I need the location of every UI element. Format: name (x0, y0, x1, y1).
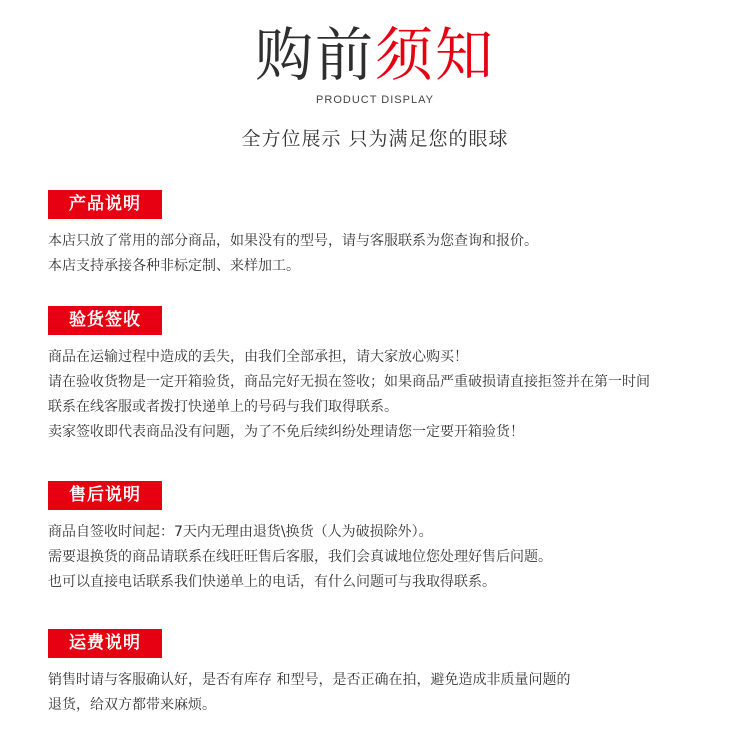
text-line: 请在验收货物是一定开箱验货，商品完好无损在签收；如果商品严重破损请直接拒签并在第一时间 (48, 374, 650, 390)
text-line: 本店支持承接各种非标定制、来样加工。 (48, 258, 300, 274)
subtitle-english: PRODUCT DISPLAY (316, 94, 434, 106)
section-shipping (48, 629, 748, 718)
text-line: 也可以直接电话联系我们快递单上的电话，有什么问题可与我取得联系。 (48, 574, 496, 590)
text-line: 商品自签收时间起：7天内无理由退货\换货（人为破损除外）。 (48, 524, 433, 540)
section-body (48, 520, 748, 595)
section-inspection (48, 306, 748, 445)
page-title (0, 22, 750, 88)
text-line: 需要退换货的商品请联系在线旺旺售后客服，我们会真诚地位您处理好售后问题。 (48, 549, 552, 565)
text-line: 退货，给双方都带来麻烦。 (48, 697, 216, 713)
text-line: 商品在运输过程中造成的丢失，由我们全部承担，请大家放心购买！ (48, 349, 468, 365)
section-title-badge: 运费说明 (48, 629, 162, 658)
text-line: 联系在线客服或者拨打快递单上的号码与我们取得联系。 (48, 399, 398, 415)
section-body (48, 668, 748, 718)
text-line: 销售时请与客服确认好，是否有库存 和型号，是否正确在拍，避免造成非质量问题的 (48, 672, 571, 688)
section-body (48, 345, 748, 445)
section-title-badge: 产品说明 (48, 190, 162, 219)
section-body (48, 229, 748, 279)
title-part-dark: 购前 (254, 21, 375, 89)
text-line: 本店只放了常用的部分商品，如果没有的型号，请与客服联系为您查询和报价。 (48, 233, 538, 249)
section-product-info (48, 190, 748, 279)
section-title-badge: 验货签收 (48, 306, 162, 335)
section-title-badge: 售后说明 (48, 481, 162, 510)
text-line: 卖家签收即代表商品没有问题，为了不免后续纠纷处理请您一定要开箱验货！ (48, 424, 524, 440)
title-part-red: 须知 (375, 21, 496, 89)
slogan: 全方位展示 只为满足您的眼球 (241, 128, 509, 150)
section-after-sales (48, 481, 748, 595)
